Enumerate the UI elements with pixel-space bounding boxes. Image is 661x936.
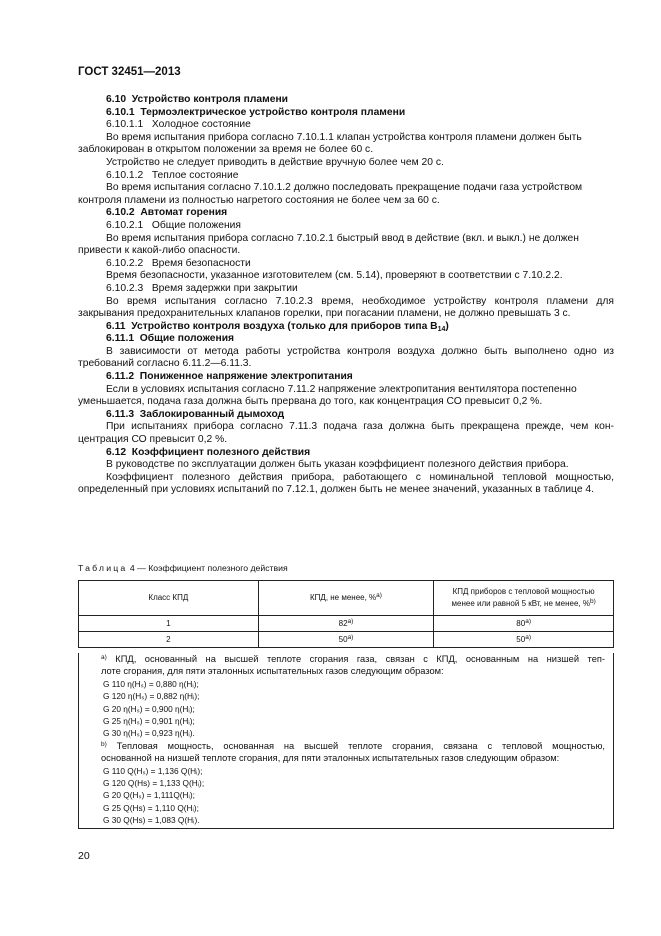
heading-6-10-2-2: 6.10.2.2 Время безопасности xyxy=(106,257,251,269)
table-row xyxy=(79,632,614,648)
cell-kpd: 82$^{a)}$ xyxy=(258,616,434,632)
paragraph: уменьшается, подача газа должна быть прервана до того, как концентрация СО превысит 0,2 %. xyxy=(78,396,543,408)
note-a-line: $^{a)}$ КПД, основанный на высшей теплоте сгорания газа, связан с КПД, основанным на низшей теп- xyxy=(101,654,605,664)
paragraph: Если в условиях испытания согласно 7.11.2 напряжение электропитания вентилятора постепенно xyxy=(106,383,577,395)
formula: G 20 η(Hₛ) = 0,900 η(Hᵢ); xyxy=(103,703,195,714)
paragraph: привести к какой-либо опасности. xyxy=(78,245,241,257)
formula: G 20 Q(Hₛ) = 1,111Q(Hᵢ); xyxy=(103,790,195,801)
table-notes xyxy=(78,653,614,829)
paragraph: В руководстве по эксплуатации должен быть указан коэффициент полезного действия прибора. xyxy=(106,459,569,471)
formula: G 30 η(Hₛ) = 0,923 η(Hᵢ). xyxy=(103,728,195,739)
paragraph: Во время испытания согласно 7.10.1.2 должно последовать прекращение подачи газа устройством xyxy=(106,182,583,194)
heading-6-11-1: 6.11.1 Общие положения xyxy=(106,333,235,345)
cell-kpd-low: 50$^{a)}$ xyxy=(434,632,614,648)
paragraph: Устройство не следует приводить в действие вручную более чем 20 с. xyxy=(106,156,444,168)
note-b-line: основанной на низшей теплоте сгорания, для пяти эталонных испытательных газов следующим образом: xyxy=(101,753,560,764)
paragraph: Во время испытания прибора согласно 7.10.2.1 быстрый ввод в действие (вкл. и выкл.) не должен xyxy=(106,232,579,244)
formula: G 110 Q(Hₛ) = 1,136 Q(Hᵢ); xyxy=(103,765,203,776)
body-text xyxy=(78,94,614,497)
header-kpd: КПД, не менее, %$^{a)}$ xyxy=(258,581,434,616)
paragraph: Коэффициент полезного действия прибора, работающего с номинальной тепловой мощностью, xyxy=(106,471,614,483)
formula: G 25 Q(Hs) = 1,110 Q(Hᵢ); xyxy=(103,802,199,813)
heading-6-12: 6.12 Коэффициент полезного действия xyxy=(106,446,311,458)
heading-6-10-2-3: 6.10.2.3 Время задержки при закрытии xyxy=(106,282,298,294)
paragraph: закрывания предохранительных клапанов горелки, при погасании пламени, не должно превышать 3 с. xyxy=(78,308,571,320)
paragraph: Во время испытания прибора согласно 7.10.1.1 клапан устройства контроля пламени должен быть xyxy=(106,131,582,143)
table-header-row xyxy=(79,581,614,616)
cell-kpd-low: 80$^{a)}$ xyxy=(434,616,614,632)
header-kpd-low-power: КПД приборов с тепловой мощностью менее или равной 5 кВт, не менее, %$^{b)}$ xyxy=(434,581,614,616)
document-header: ГОСТ 32451—2013 xyxy=(78,66,181,78)
table-row xyxy=(79,616,614,632)
formula: G 110 η(Hₛ) = 0,880 η(Hᵢ); xyxy=(103,678,199,689)
paragraph: Время безопасности, указанное изготовителем (см. 5.14), проверяют в соответствии с 7.10.2.2. xyxy=(106,270,563,282)
heading-6-10-1-1: 6.10.1.1 Холодное состояние xyxy=(106,119,251,131)
formula: G 25 η(Hₛ) = 0,901 η(Hᵢ); xyxy=(103,715,195,726)
heading-6-10-1-2: 6.10.1.2 Теплое состояние xyxy=(106,169,239,181)
note-b-line: $^{b)}$ Тепловая мощность, основанная на высшей теплоте сгорания, связана с тепловой мощностью, xyxy=(101,740,605,751)
paragraph: При испытаниях прибора согласно 7.11.3 подача газа должна быть прекращена прежде, чем кон- xyxy=(106,421,614,433)
header-class: Класс КПД xyxy=(79,581,259,616)
cell-class: 2 xyxy=(79,632,259,648)
table-caption: Таблица 4 — Коэффициент полезного действия xyxy=(78,563,288,573)
page-number: 20 xyxy=(78,850,90,862)
note-a-line: лоте сгорания, для пяти эталонных испытательных газов следующим образом: xyxy=(101,666,444,677)
paragraph: Во время испытания согласно 7.10.2.3 время, необходимое устройству контроля пламени для xyxy=(106,295,614,307)
formula: G 120 η(Hₛ) = 0,882 η(Hᵢ); xyxy=(103,691,200,702)
heading-6-11: 6.11 Устройство контроля воздуха (только для приборов типа $B_{14}$) xyxy=(106,320,449,333)
cell-kpd: 50$^{a)}$ xyxy=(258,632,434,648)
heading-6-10-2-1: 6.10.2.1 Общие положения xyxy=(106,219,241,231)
paragraph: заблокирован в открытом положении за время не более 60 с. xyxy=(78,144,374,156)
paragraph: определенный при условиях испытаний по 7.12.1, должен быть не менее значений, указанных в таблице 4. xyxy=(78,484,595,496)
heading-6-11-3: 6.11.3 Заблокированный дымоход xyxy=(106,408,285,420)
heading-6-10-2: 6.10.2 Автомат горения xyxy=(106,207,228,219)
formula: G 120 Q(Hs) = 1,133 Q(Hᵢ); xyxy=(103,777,205,788)
paragraph: В зависимости от метода работы устройства контроля воздуха должно быть выполнено одно из xyxy=(106,345,614,357)
heading-6-10-1: 6.10.1 Термоэлектрическое устройство контроля пламени xyxy=(106,106,406,118)
paragraph: центрация СО превысит 0,2 %. xyxy=(78,434,228,446)
formula: G 30 Q(Hs) = 1,083 Q(Hᵢ). xyxy=(103,815,200,826)
efficiency-table xyxy=(78,580,614,648)
cell-class: 1 xyxy=(79,616,259,632)
paragraph: требований согласно 6.11.2—6.11.3. xyxy=(78,358,252,370)
paragraph: контроля пламени из полностью нагретого состояния не более чем за 60 с. xyxy=(78,194,440,206)
heading-6-10: 6.10 Устройство контроля пламени xyxy=(106,94,289,105)
heading-6-11-2: 6.11.2 Пониженное напряжение электропитания xyxy=(106,371,353,383)
